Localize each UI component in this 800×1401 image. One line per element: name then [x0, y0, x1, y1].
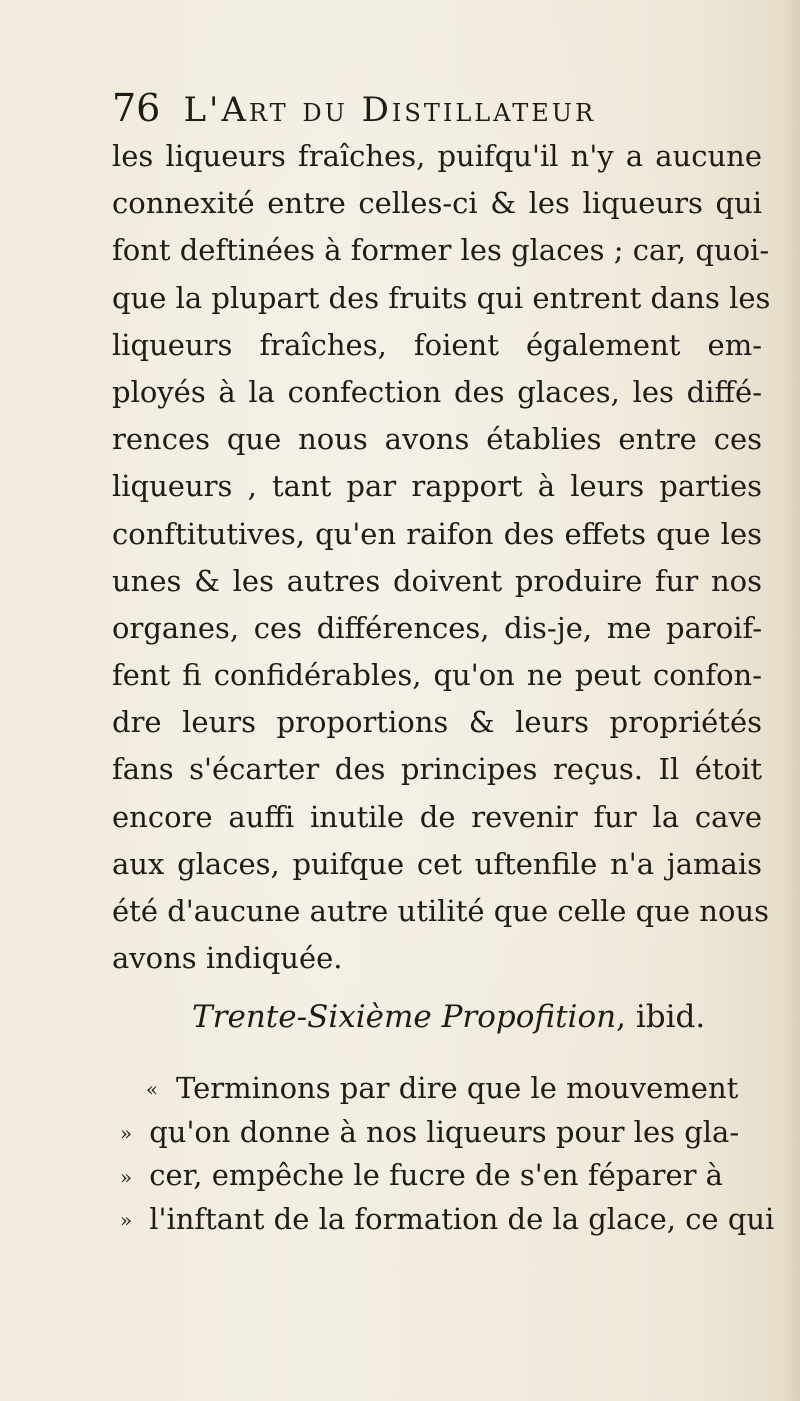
quote-text: Terminons par dire que le mouvement [176, 1071, 739, 1105]
continuation-quote-mark: » [119, 1120, 133, 1145]
quoted-passage [112, 1067, 775, 1242]
text-line: fans s'écarter des principes reçus. Il étoit [112, 752, 762, 787]
text-line: les liqueurs fraîches, puifqu'il n'y a aucune [112, 139, 762, 173]
text-line: organes, ces différences, dis-je, me paroif- [112, 610, 762, 645]
opening-quote-mark: « [145, 1077, 159, 1102]
section-title: Trente-Sixième Propofition [192, 999, 617, 1035]
text-line: été d'aucune autre utilité que celle que nous [112, 894, 770, 928]
section-heading [192, 995, 772, 1039]
text-line: encore auffi inutile de revenir fur la cave [112, 799, 762, 834]
quote-text: qu'on donne à nos liqueurs pour les gla- [149, 1114, 740, 1149]
text-line: dre leurs proportions & leurs propriétés [112, 705, 762, 740]
continuation-quote-mark: » [119, 1208, 133, 1233]
section-reference: , ibid. [616, 999, 706, 1035]
text-line: fent fi confidérables, qu'on ne peut confon- [112, 658, 762, 693]
text-line: rences que nous avons établies entre ces [112, 422, 762, 457]
continuation-quote-mark: » [119, 1164, 133, 1189]
quote-text: cer, empêche le fucre de s'en féparer à [149, 1158, 723, 1193]
text-line: aux glaces, puifque cet uftenfile n'a jamais [112, 846, 762, 881]
page-number: 76 [112, 86, 161, 130]
body-paragraph [112, 133, 771, 982]
text-line: unes & les autres doivent produire fur nos [112, 563, 762, 598]
text-line: avons indiquée. [112, 941, 343, 976]
text-line: font deftinées à former les glaces ; car, quoi- [112, 233, 770, 268]
quote-line [112, 1154, 762, 1198]
page-edge-shadow [782, 0, 800, 1401]
text-line: ployés à la confection des glaces, les diffé- [112, 374, 762, 409]
running-title: L'Art du Distillateur [183, 90, 597, 130]
text-line: liqueurs , tant par rapport à leurs parties [112, 469, 762, 504]
quote-line [112, 1198, 775, 1242]
running-head [112, 83, 772, 133]
text-line: liqueurs fraîches, foient également em- [112, 327, 762, 362]
text-line: connexité entre celles-ci & les liqueurs qui [112, 186, 762, 221]
text-line: que la plupart des fruits qui entrent dans les [112, 280, 771, 315]
quote-line [112, 1111, 762, 1155]
quote-line [112, 1067, 762, 1111]
quote-text: l'inftant de la formation de la glace, ce qui [149, 1202, 775, 1237]
text-line: conftitutives, qu'en raifon des effets que les [112, 516, 762, 551]
